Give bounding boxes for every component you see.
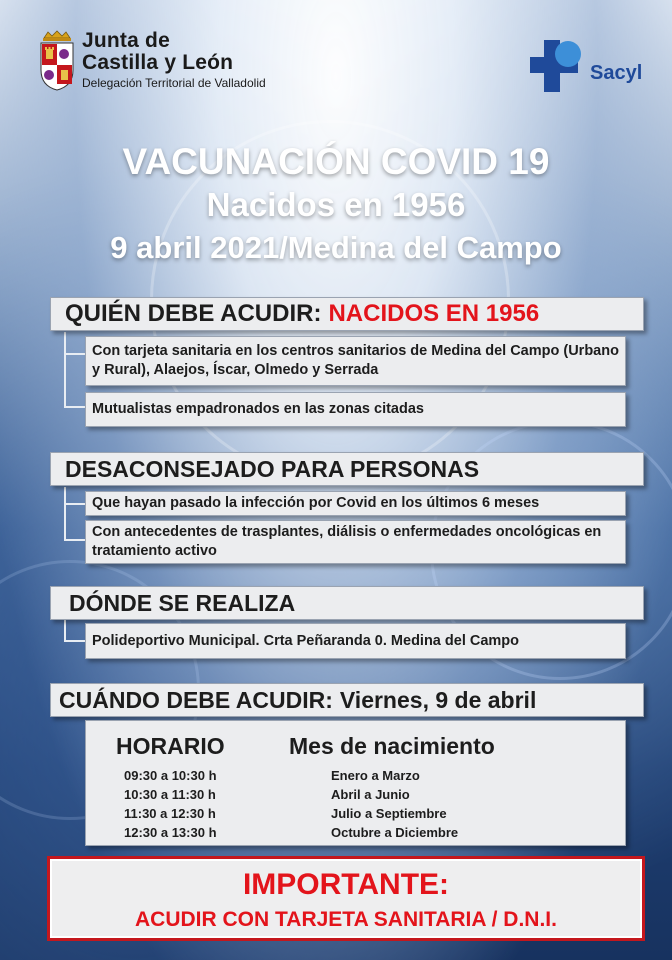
heading-text: DESACONSEJADO PARA PERSONAS bbox=[65, 455, 480, 482]
section-heading-cuando bbox=[50, 683, 644, 717]
important-title: IMPORTANTE: bbox=[242, 868, 450, 901]
tree-branch bbox=[64, 539, 86, 541]
sacyl-name: Sacyl bbox=[590, 61, 643, 84]
schedule-time: 10:30 a 11:30 h bbox=[124, 787, 216, 802]
section-heading-donde bbox=[50, 586, 644, 620]
list-item: Mutualistas empadronados en las zonas citadas bbox=[85, 392, 626, 427]
title-line2: Nacidos en 1956 bbox=[206, 186, 466, 223]
jcyl-subtitle: Delegación Territorial de Valladolid bbox=[82, 76, 266, 90]
schedule-months: Abril a Junio bbox=[331, 787, 410, 802]
important-text: ACUDIR CON TARJETA SANITARIA / D.N.I. bbox=[135, 908, 557, 931]
schedule-header-time: HORARIO bbox=[116, 733, 225, 759]
poster-title bbox=[0, 140, 672, 270]
jcyl-logo bbox=[38, 30, 266, 92]
list-item: Que hayan pasado la infección por Covid en los últimos 6 meses bbox=[85, 491, 626, 516]
tree-branch bbox=[64, 640, 86, 642]
tree-connector bbox=[64, 332, 66, 408]
list-item: Polideportivo Municipal. Crta Peñaranda 0. Medina del Campo bbox=[85, 623, 626, 659]
header bbox=[0, 0, 672, 120]
schedule-time: 11:30 a 12:30 h bbox=[124, 806, 216, 821]
schedule-time: 12:30 a 13:30 h bbox=[124, 825, 217, 840]
jcyl-name-line1: Junta de bbox=[82, 29, 170, 52]
coat-of-arms-icon bbox=[38, 30, 76, 92]
section-heading-desaconsejado bbox=[50, 452, 644, 486]
schedule-table bbox=[85, 720, 626, 846]
heading-value: Viernes, 9 de abril bbox=[339, 686, 537, 713]
schedule-header-months: Mes de nacimiento bbox=[289, 733, 495, 759]
list-item: Con antecedentes de trasplantes, diálisis o enfermedades oncológicas en tratamiento activo bbox=[85, 520, 626, 564]
title-line3: 9 abril 2021/Medina del Campo bbox=[110, 230, 562, 265]
heading-text: QUIÉN DEBE ACUDIR: bbox=[65, 300, 322, 327]
jcyl-name-line2: Castilla y León bbox=[82, 51, 234, 74]
schedule-months: Julio a Septiembre bbox=[331, 806, 447, 821]
sacyl-cross-icon bbox=[528, 38, 586, 96]
heading-text: CUÁNDO DEBE ACUDIR: bbox=[59, 686, 333, 713]
schedule-months: Octubre a Diciembre bbox=[331, 825, 459, 840]
list-item: Con tarjeta sanitaria en los centros sanitarios de Medina del Campo (Urbano y Rural), Alaejos, Íscar, Olmedo y Serrada bbox=[85, 336, 626, 386]
tree-connector bbox=[64, 487, 66, 541]
tree-branch bbox=[64, 503, 86, 505]
schedule-time: 09:30 a 10:30 h bbox=[124, 768, 217, 783]
tree-branch bbox=[64, 353, 86, 355]
title-line1: VACUNACIÓN COVID 19 bbox=[122, 141, 550, 182]
tree-connector bbox=[64, 620, 66, 642]
important-notice bbox=[47, 856, 645, 941]
heading-text: DÓNDE SE REALIZA bbox=[69, 589, 296, 616]
section-heading-quien bbox=[50, 297, 644, 331]
schedule-months: Enero a Marzo bbox=[331, 768, 420, 783]
sacyl-logo bbox=[528, 38, 642, 96]
tree-branch bbox=[64, 406, 86, 408]
heading-highlight: NACIDOS EN 1956 bbox=[328, 300, 540, 327]
